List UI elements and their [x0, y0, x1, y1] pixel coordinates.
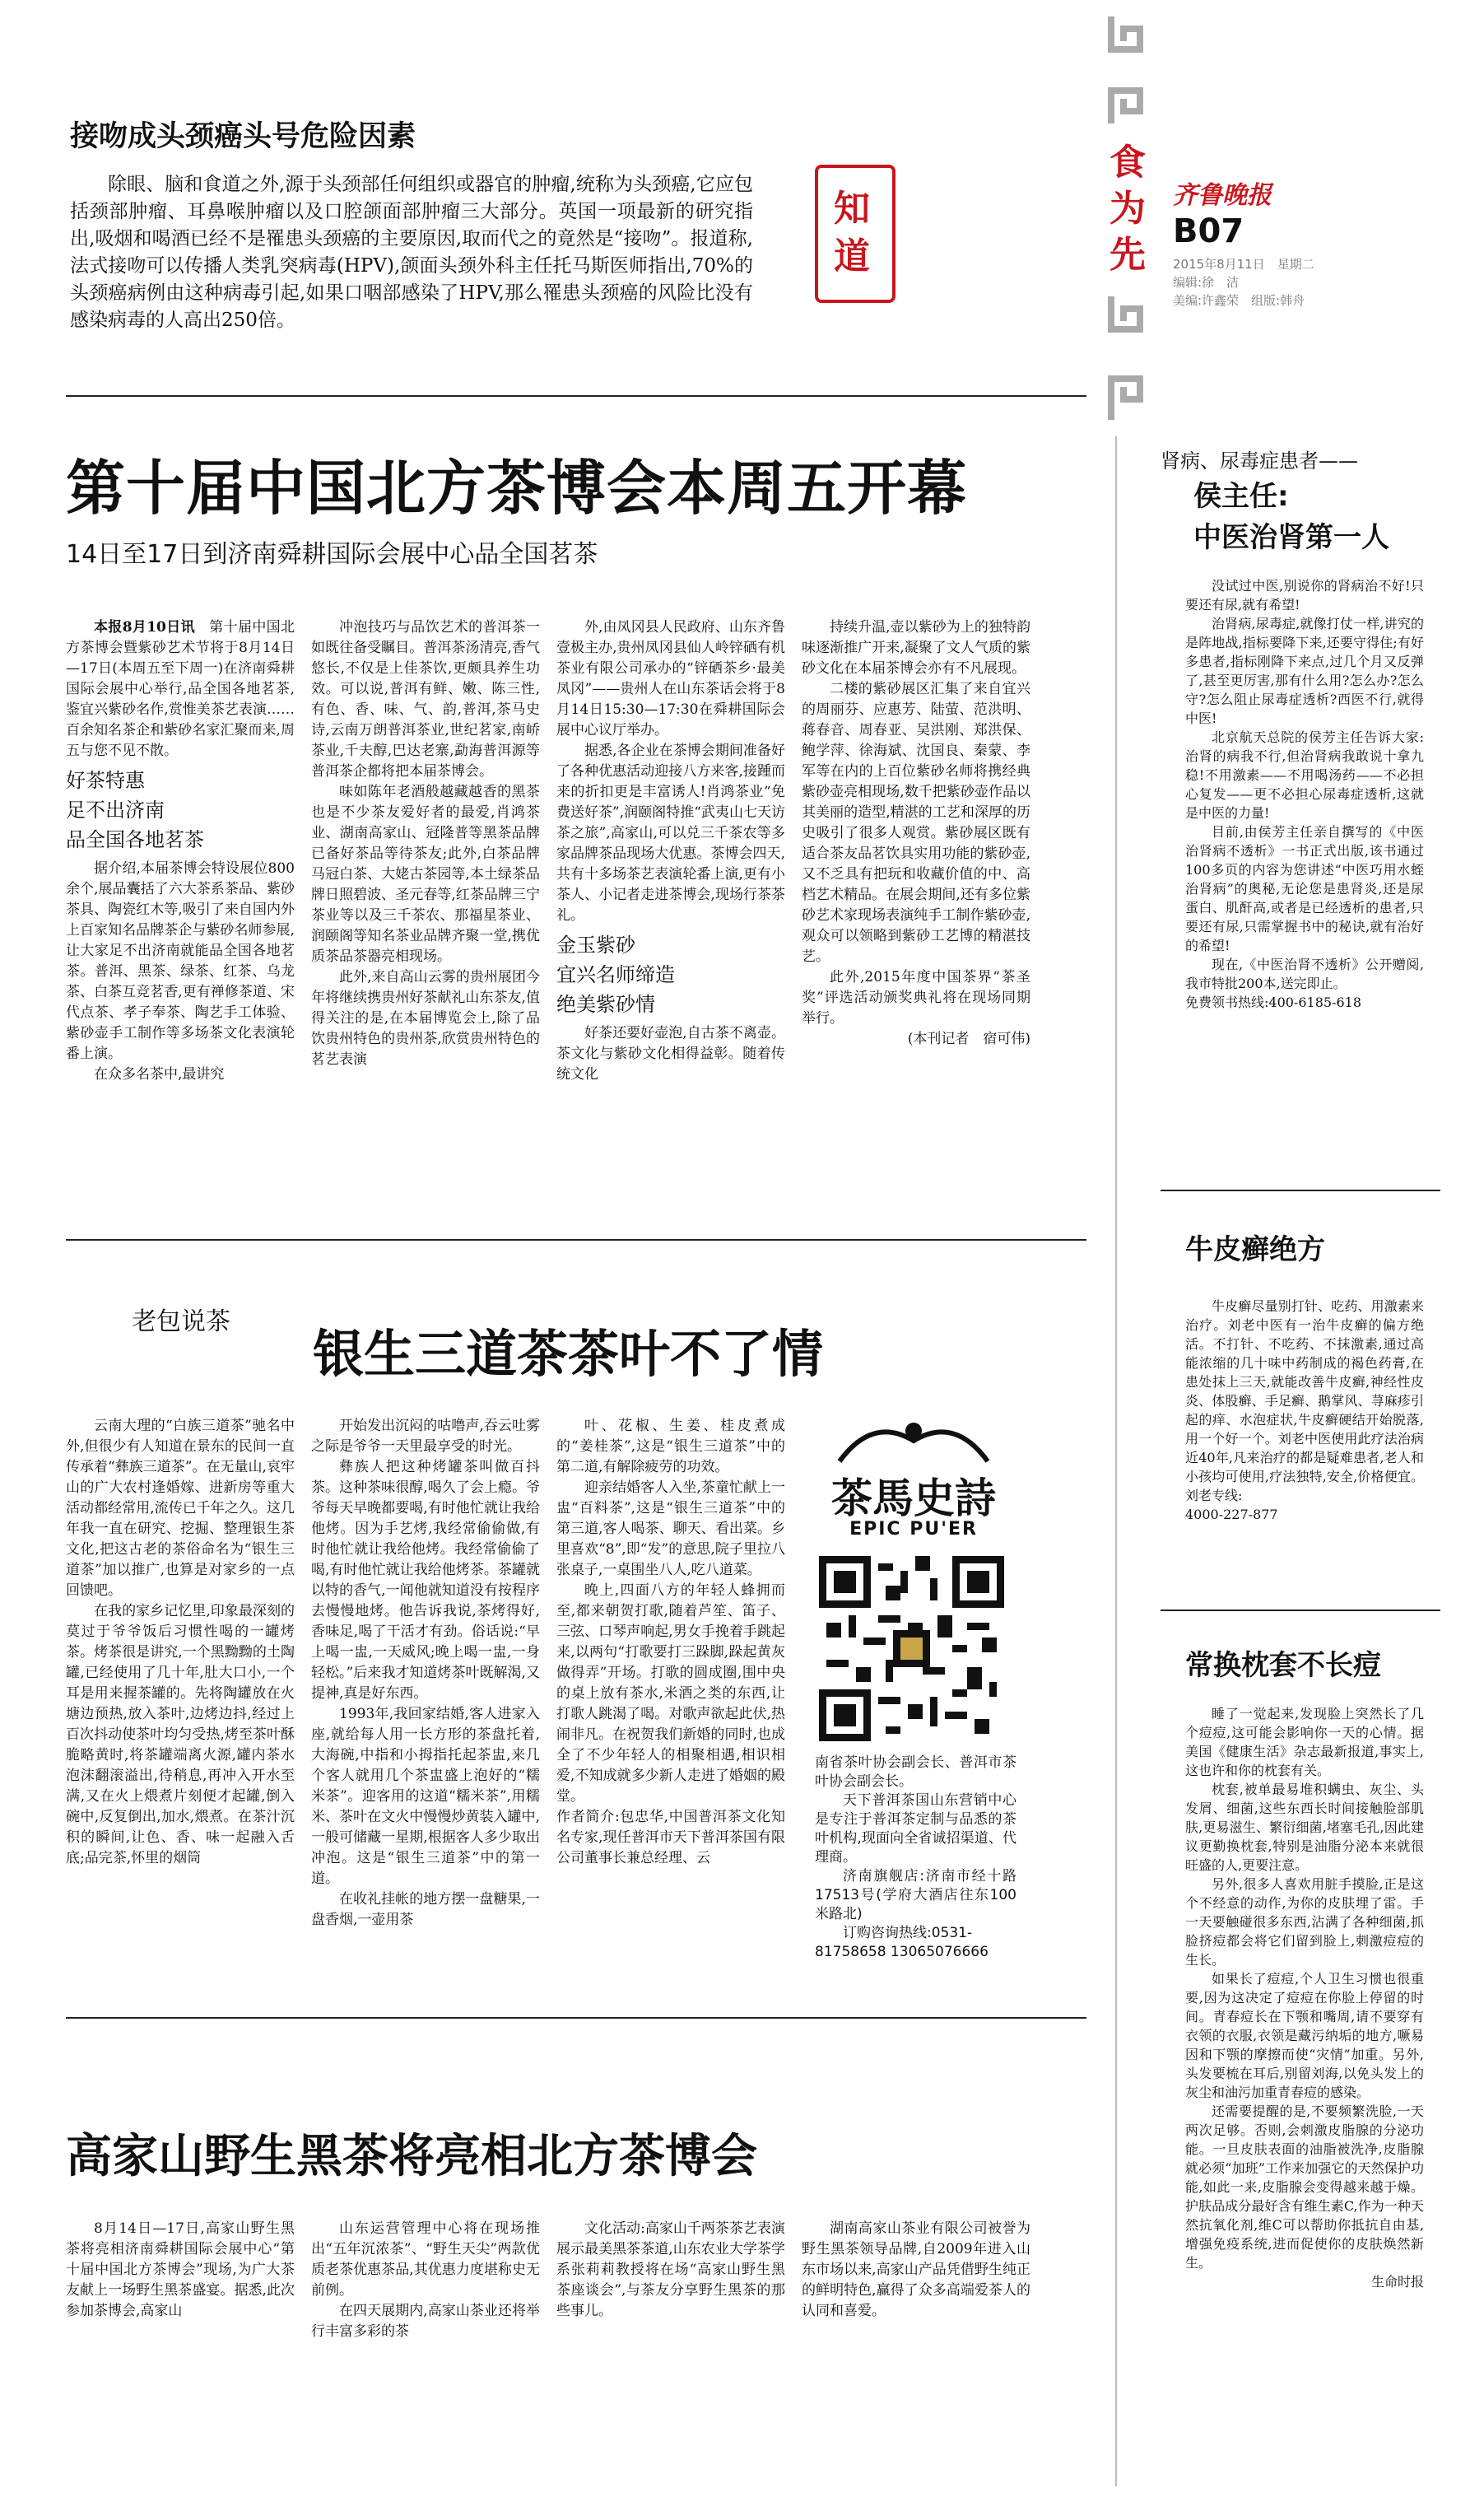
main-col2c-text: 此外,来自高山云雾的贵州展团今年将继续携贵州好茶献礼山东茶友,值得关注的是,在本届博览会上,除了品饮贵州特色的贵州茶,欣赏贵州特色的茗艺表演: [311, 969, 540, 1068]
bottom-col-3: [556, 2219, 785, 2322]
kidney-p4: 目前,由侯芳主任亲自撰写的《中医治肾病不透析》一书正式出版,该书通过100多页的内容为您讲述“中医巧用水蛭治肾病”的奥秘,无论您是患肾炎,还是尿蛋白、肌酐高,或者是已经透析的患者,只要还有尿,只需掌握书中的秘诀,就有治好的希望!: [1185, 824, 1424, 953]
ad-title1: 南省茶叶协会副会长、普洱市茶叶协会副会长。: [815, 1754, 1016, 1790]
subhead-3: 品全国各地茗茶: [66, 828, 204, 851]
bottom-col1-text: 8月14日—17日,高家山野生黑茶将亮相济南舜耕国际会展中心“第十届中国北方茶博会”现场,为广大茶友献上一场野生黑茶盛宴。据悉,此次参加茶博会,高家山: [66, 2220, 295, 2319]
pillow-title: 常换枕套不长痘: [1185, 1649, 1381, 1682]
brand-name-en: EPIC PU'ER: [849, 1519, 978, 1540]
subhead-4: 金玉紫砂: [556, 934, 635, 957]
tea-ad-text: [815, 1754, 1016, 1962]
pillow-p1: 睡了一觉起来,发现脸上突然长了几个痘痘,这可能会影响你一天的心情。据美国《健康生活》杂志最新报道,事实上,这也许和你的枕套有关。: [1185, 1706, 1424, 1778]
masthead-frieze-bottom: [1103, 296, 1152, 420]
tea-col2b-text: 彝族人把这种烤罐茶叫做百抖茶。这种茶味很醇,喝久了会上瘾。爷爷每天早晚都要喝,有时他忙就让我给他烤。因为手艺烤,我经常偷偷做,有时他忙就让我给他烤。我经常偷偷了喝,有时他忙就让我给他烤茶。茶罐就以特的香气,一闻他就知道没有按程序去慢慢地烤。他告诉我说,茶烤得好,香味足,喝了干活才有劲。俗话说:“早上喝一盅,一天威风;晚上喝一盅,一身轻松。”后来我才知道烤茶叶既解渴,又提神,真是好东西。: [311, 1459, 540, 1702]
ad-phone: 81758658 13065076666: [815, 1944, 989, 1960]
kidney-title-1: 侯主任:: [1193, 480, 1289, 513]
tea-col3c-text: 晚上,四面八方的年轻人蜂拥而至,都来朝贺打歌,随着芦笙、笛子、三弦、口琴声响起,男女手挽着手跳起来,以两句“打歌要打三跺脚,跺起黄灰做得弄”开场。打歌的圆成圈,围中央的桌上放有茶水,米酒之类的东西,让打歌人跳渴了喝。对歌声欲起此伏,热闹非凡。在祝贺我们新婚的同时,也成全了不少年轻人的相聚相遇,相识相爱,不知成就多少新人走进了婚姻的殿堂。: [556, 1582, 785, 1805]
main-col3-text: 外,由凤冈县人民政府、山东齐鲁壹极主办,贵州凤冈县仙人岭锌硒有机茶业有限公司承办的“锌硒茶乡·最美凤冈”——贵州人在山东茶话会将于8月14日15:30—17:30在舜耕国际会展中心议厅举办。: [556, 619, 785, 738]
tea-col-1: [66, 1416, 295, 1984]
pillow-p2: 枕套,被单最易堆积螨虫、灰尘、头发屑、细菌,这些东西长时间接触脸部肌肤,更易滋生、繁衍细菌,堵塞毛孔,因此建议更勤换枕套,特别是油脂分泌本来就很旺盛的人,更要注意。: [1185, 1782, 1424, 1873]
subhead-2: 足不出济南: [66, 799, 165, 822]
main-col-2: [311, 617, 540, 1161]
main-col2b-text: 味如陈年老酒般越藏越香的黑茶也是不少茶友爱好者的最爱,肖鸿茶业、湖南高家山、冠隆普等黑茶品牌已备好茶品等待茶友;此外,白茶品牌马冠白茶、大姥古茶园等,本土绿茶品牌日照碧波、圣元春等,红茶品牌三宁茶业等以及三千茶农、那福星茶业、润颐阁等知名茶业品牌齐聚一堂,携优质茶品茶器亮相现场。: [311, 784, 540, 965]
main-col-4: [802, 617, 1030, 1161]
top-story-title: 接吻成头颈癌头号危险因素: [70, 120, 416, 153]
main-col4b-text: 二楼的紫砂展区汇集了来自宜兴的周丽芬、应惠芳、陆萤、范洪明、蒋春音、周春亚、吴洪刚、郑洪保、鲍学萍、徐海斌、沈国良、秦蒙、李军等在内的上百位紫砂名师将携经典紫砂壶亮相现场,数千把紫砂壶作品以其美丽的造型,精湛的工艺和深厚的历史吸引了很多人观赏。紫砂展区既有适合茶友品茗饮具实用功能的紫砂壶,又不乏具有把玩和收藏价值的中、高档艺术精品。在展会期间,还有多位紫砂艺术家现场表演纯手工制作紫砂壶,观众可以领略到紫砂工艺博的精湛技艺。: [802, 681, 1030, 965]
main-col4c-text: 此外,2015年度中国茶界“茶圣奖”评选活动颁奖典礼将在现场同期举行。: [802, 969, 1030, 1027]
divider: [1161, 1610, 1440, 1611]
kidney-p5: 现在,《中医治肾不透析》公开赠阅,我市特批200本,送完即止。: [1185, 957, 1424, 991]
pillow-source: 生命时报: [1370, 2274, 1424, 2290]
main-col1a: 第十届中国北方茶博会暨紫砂艺术节将于8月14日—17日(本周五至下周一)在济南舜耕国际会展中心举行,品全国各地茗茶,鉴宜兴紫砂名作,赏惟美茶艺表演……百余知名茶企和紫砂名家汇聚而来,周五与您不见不散。: [66, 619, 295, 759]
main-headline: 第十届中国北方茶博会本周五开幕: [66, 454, 968, 523]
tea-col1-text: 云南大理的“白族三道茶”驰名中外,但很少有人知道在景东的民间一直传承着“彝族三道茶”。在无量山,哀牢山的广大农村逢婚嫁、进新房等重大活动都经常用,流传已千年之久。这几年我一直在研究、挖掘、整理银生茶文化,把这古老的茶俗命名为“银生三道茶”加以推广,也算是对家乡的一点回馈吧。: [66, 1418, 295, 1599]
pillow-p3: 另外,很多人喜欢用脏手摸脸,正是这个不经意的动作,为你的皮肤埋了雷。手一天要触碰很多东西,沾满了各种细菌,抓脸挤痘都会将它们留到脸上,刺激痘痘的生长。: [1185, 1876, 1424, 1968]
brand-ornament: [823, 1416, 1004, 1465]
brand-name-cn: 茶馬史詩: [831, 1474, 996, 1522]
bottom-col2b-text: 在四天展期内,高家山茶业还将举行丰富多彩的茶: [311, 2303, 540, 2340]
tea-col3-text: 叶、花椒、生姜、桂皮煮成的“姜桂茶”,这是“银生三道茶”中的第二道,有解除疲劳的功效。: [556, 1418, 785, 1475]
brand-logo: 齐鲁晚报: [1173, 181, 1272, 210]
tea-col-3: [556, 1416, 785, 1984]
bottom-col-1: [66, 2219, 295, 2322]
ad-phone-label: 订购咨询热线:0531-: [843, 1925, 973, 1941]
bottom-col-4: [802, 2219, 1030, 2322]
section-label: 食为先: [1110, 142, 1146, 276]
tea-col3b-text: 迎亲结婚客人入坐,茶童忙献上一盅“百料茶”,这是“银生三道茶”中的第三道,客人喝茶、聊天、看出菜。乡里喜欢“8”,即“发”的意思,院子里拉八张桌子,一桌围坐八人,吃八道菜。: [556, 1479, 785, 1578]
divider: [66, 1239, 1086, 1241]
skin-phone: 4000-227-877: [1185, 1507, 1278, 1522]
kidney-p3: 北京航天总院的侯芳主任告诉大家:治肾的病我不行,但治肾病我敢说十拿九稳!不用激素——不用喝汤药——不必担心复发——更不必担心尿毒症透析,这就是中医的力量!: [1185, 729, 1424, 821]
kidney-phone: 免费领书热线:400-6185-618: [1185, 995, 1362, 1010]
art-credit: 美编:许鑫荣 组版:韩舟: [1173, 293, 1305, 308]
ad-text: 天下普洱茶国山东营销中心是专注于普洱茶定制与品悉的茶叶机构,现面向全省诚招渠道、代理商。: [815, 1792, 1016, 1866]
ad-store: 济南旗舰店:济南市经十路17513号(学府大酒店往东100米路北): [815, 1868, 1016, 1922]
divider: [1161, 1190, 1440, 1191]
main-subhead: 14日至17日到济南舜耕国际会展中心品全国茗茶: [66, 540, 598, 569]
top-story-body: 除眼、脑和食道之外,源于头颈部任何组织或器官的肿瘤,统称为头颈癌,它应包括颈部肿瘤、耳鼻喉肿瘤以及口腔颌面部肿瘤三大部分。英国一项最新的研究指出,吸烟和喝酒已经不是罹患头颈癌的主要原因,取而代之的竟然是“接吻”。报道称,法式接吻可以传播人类乳突病毒(HPV),颌面头颈外科主任托马斯医师指出,70%的头颈癌病例由这种病毒引起,如果口咽部感染了HPV,那么罹患头颈癌的风险比没有感染病毒的人高出250倍。: [70, 174, 753, 331]
kidney-body: [1185, 576, 1424, 1012]
divider: [66, 2017, 1086, 2019]
main-col4-text: 持续升温,壶以紫砂为上的独特韵味逐渐推广开来,凝聚了文人气质的紫砂文化在本届茶博会亦有不凡展现。: [802, 619, 1030, 677]
main-col1b: 据介绍,本届茶博会特设展位800余个,展品囊括了六大茶系茶品、紫砂茶具、陶瓷红木等,吸引了来自国内外上百家知名品牌茶企与紫砂名师参展,让大家足不出济南就能品全国各地茗茶。普洱、黑茶、绿茶、红茶、乌龙茶、白茶互竞茗香,更有禅修茶道、宋代点茶、孝子奉茶、陶艺手工体验、紫砂壶手工制作等多场茶文化表演轮番上演。: [66, 860, 295, 1062]
kidney-p2: 治肾病,尿毒症,就像打仗一样,讲究的是阵地战,指标要降下来,还要守得住;有好多患者,指标刚降下来点,过几个月又反弹了,甚至更厉害,那有什么用?怎么办?怎么守?怎么阻止尿毒症透析?西医不行,就得中医!: [1185, 616, 1424, 726]
masthead-frieze-top: [1103, 16, 1152, 123]
kidney-kicker: 肾病、尿毒症患者——: [1161, 450, 1358, 473]
tea-col2-text: 开始发出沉闷的咕噜声,吞云吐雾之际是爷爷一天里最享受的时光。: [311, 1418, 540, 1455]
subhead-5: 宜兴名师缔造: [556, 963, 675, 986]
page-number: B07: [1173, 212, 1244, 250]
pillow-body: [1185, 1704, 1424, 2291]
main-col3c-text: 好茶还要好壶泡,自古茶不离壶。茶文化与紫砂文化相得益彰。随着传统文化: [556, 1025, 785, 1083]
tea-col-2: [311, 1416, 540, 1984]
sidebar-divider: [1115, 436, 1117, 2486]
bottom-col2-text: 山东运营管理中心将在现场推出“五年沉浓茶”、“野生天尖”两款优质老茶优惠茶品,其优惠力度堪称史无前例。: [311, 2220, 540, 2299]
editor-credit: 编辑:徐 洁: [1173, 275, 1240, 290]
issue-date: 2015年8月11日 星期二: [1173, 257, 1314, 272]
zhidao-badge-text: 知道: [834, 188, 870, 277]
skin-p1: 牛皮癣尽量别打针、吃药、用激素来治疗。刘老中医有一治牛皮癣的偏方绝活。不打针、不吃药、不抹激素,通过高能浓缩的几十味中药制成的褐色药膏,在患处抹上三天,就能改善牛皮癣,神经性皮炎、体股癣、手足癣、鹅掌风、荨麻疹引起的痒、水泡症状,牛皮癣硬结开始脱落,用一个好一个。刘老中医使用此疗法治病近40年,凡来治疗的都是疑难患者,老人和小孩均可使用,疗法独特,安全,价格便宜。刘老专线:: [1185, 1298, 1424, 1503]
skin-title: 牛皮癣绝方: [1185, 1233, 1325, 1266]
pillow-p4: 如果长了痘痘,个人卫生习惯也很重要,因为这决定了痘痘在你脸上停留的时间。青春痘长在下颚和嘴周,请不要穿有衣领的衣服,衣领是藏污纳垢的地方,噘易因和下颚的摩擦而使“灾情”加重。另外,头发要梳在耳后,别留刘海,以免头发上的灰尘和油污加重青春痘的感染。: [1185, 1971, 1424, 2100]
subhead-6: 绝美紫砂情: [556, 993, 655, 1016]
bottom-col4-text: 湖南高家山茶业有限公司被誉为野生黑茶领导品牌,自2009年进入山东市场以来,高家山产品凭借野生纯正的鲜明特色,赢得了众多高端爱茶人的认同和喜爱。: [802, 2220, 1030, 2319]
bottom-col-2: [311, 2219, 540, 2342]
bottom-headline: 高家山野生黑茶将亮相北方茶博会: [66, 2130, 757, 2183]
tea-col2d-text: 在收礼挂帐的地方摆一盘糖果,一盘香烟,一壶用茶: [311, 1891, 540, 1928]
pillow-p5: 还需要提醒的是,不要频繁洗脸,一天两次足够。否则,会刺激皮脂腺的分泌功能。一旦皮肤表面的油脂被洗净,皮脂腺就必须“加班”工作来加强它的天然保护功能,如此一来,皮脂腺会变得越来越于燥。护肤品成分最好含有维生素C,作为一种天然抗氧化剂,维C可以帮助你抵抗自由基,增强免疫系统,进而促使你的皮肤焕然新生。: [1185, 2103, 1424, 2271]
main-col1c: 在众多名茶中,最讲究: [94, 1066, 225, 1083]
tea-col2c-text: 1993年,我回家结婚,客人进家入座,就给每人用一长方形的茶盘托着,大海碗,中指和小拇指托起茶盅,来几个客人就用几个茶盅盛上泡好的“糯米茶”。迎客用的这道“糯米茶”,用糯米、茶叶在文火中慢慢炒黄装入罐中,一般可储藏一星期,根据客人多少取出冲泡。这是“银生三道茶”中的第一道。: [311, 1706, 540, 1887]
main-byline: (本刊记者 宿可伟): [907, 1031, 1030, 1047]
skin-body: [1185, 1297, 1424, 1524]
kidney-title-2: 中医治肾第一人: [1193, 521, 1389, 554]
divider: [66, 395, 1086, 397]
qr-code: [819, 1556, 1004, 1741]
main-col-1: [66, 617, 295, 1161]
subhead-1: 好茶特惠: [66, 769, 145, 792]
main-col2-text: 冲泡技巧与品饮艺术的普洱茶一如既往备受瞩目。普洱茶汤清亮,香气悠长,不仅是上佳茶饮,更颇具养生功效。可以说,普洱有鲜、嫩、陈三性,有色、香、味、气、韵,普洱,茶马史诗,云南万朗普洱茶业,世纪茗家,南峤茶业,千夫醇,巴达老寨,勐海普洱源等普洱茶企都将把本届茶博会。: [311, 619, 540, 780]
tea-headline: 银生三道茶茶叶不了情: [313, 1324, 824, 1384]
kidney-p1: 没试过中医,别说你的肾病治不好!只要还有尿,就有希望!: [1185, 578, 1424, 613]
main-col3b-text: 据悉,各企业在茶博会期间准备好了各种优惠活动迎接八方来客,接踵而来的折扣更是丰富诱人!肖鸿茶业“免费送好茶”,润颐阁特推“武夷山七天访茶之旅”,高家山,可以兑三千茶农等多家品牌茶品现场大优惠。茶博会四天,共有十多场茶艺表演轮番上演,更有小茶人、小记者走进茶博会,现场行茶茶礼。: [556, 743, 785, 924]
bottom-col3-text: 文化活动:高家山千两茶茶艺表演展示最美黑茶茶道,山东农业大学茶学系张莉莉教授将在场“高家山野生黑茶座谈会”,与茶友分享野生黑茶的那些事儿。: [556, 2220, 785, 2319]
tea-kicker: 老包说茶: [132, 1307, 230, 1336]
tea-author: 作者简介:包忠华,中国普洱茶文化知名专家,现任普洱市天下普洱茶国有限公司董事长兼总经理、云: [556, 1809, 785, 1866]
main-col-3: [556, 617, 785, 1161]
main-lead: 本报8月10日讯: [94, 619, 195, 636]
tea-col1b-text: 在我的家乡记忆里,印象最深刻的莫过于爷爷饭后习惯性喝的一罐烤茶。烤茶很是讲究,一个黑黝黝的土陶罐,已经使用了几十年,肚大口小,一个耳是用来握茶罐的。先将陶罐放在火塘边预热,放入茶叶,边烤边抖,经过上百次抖动使茶叶均匀受热,烤至茶叶酥脆略黄时,将茶罐端离火源,罐内茶水泡沫翻滚溢出,待稍息,再冲入开水至满,又在火上煨煮片刻便才起罐,倒入碗中,反复倒出,加水,煨煮。在茶汁沉积的瞬间,让色、香、味一起融入舌底;品完茶,怀里的烟筒: [66, 1603, 295, 1866]
